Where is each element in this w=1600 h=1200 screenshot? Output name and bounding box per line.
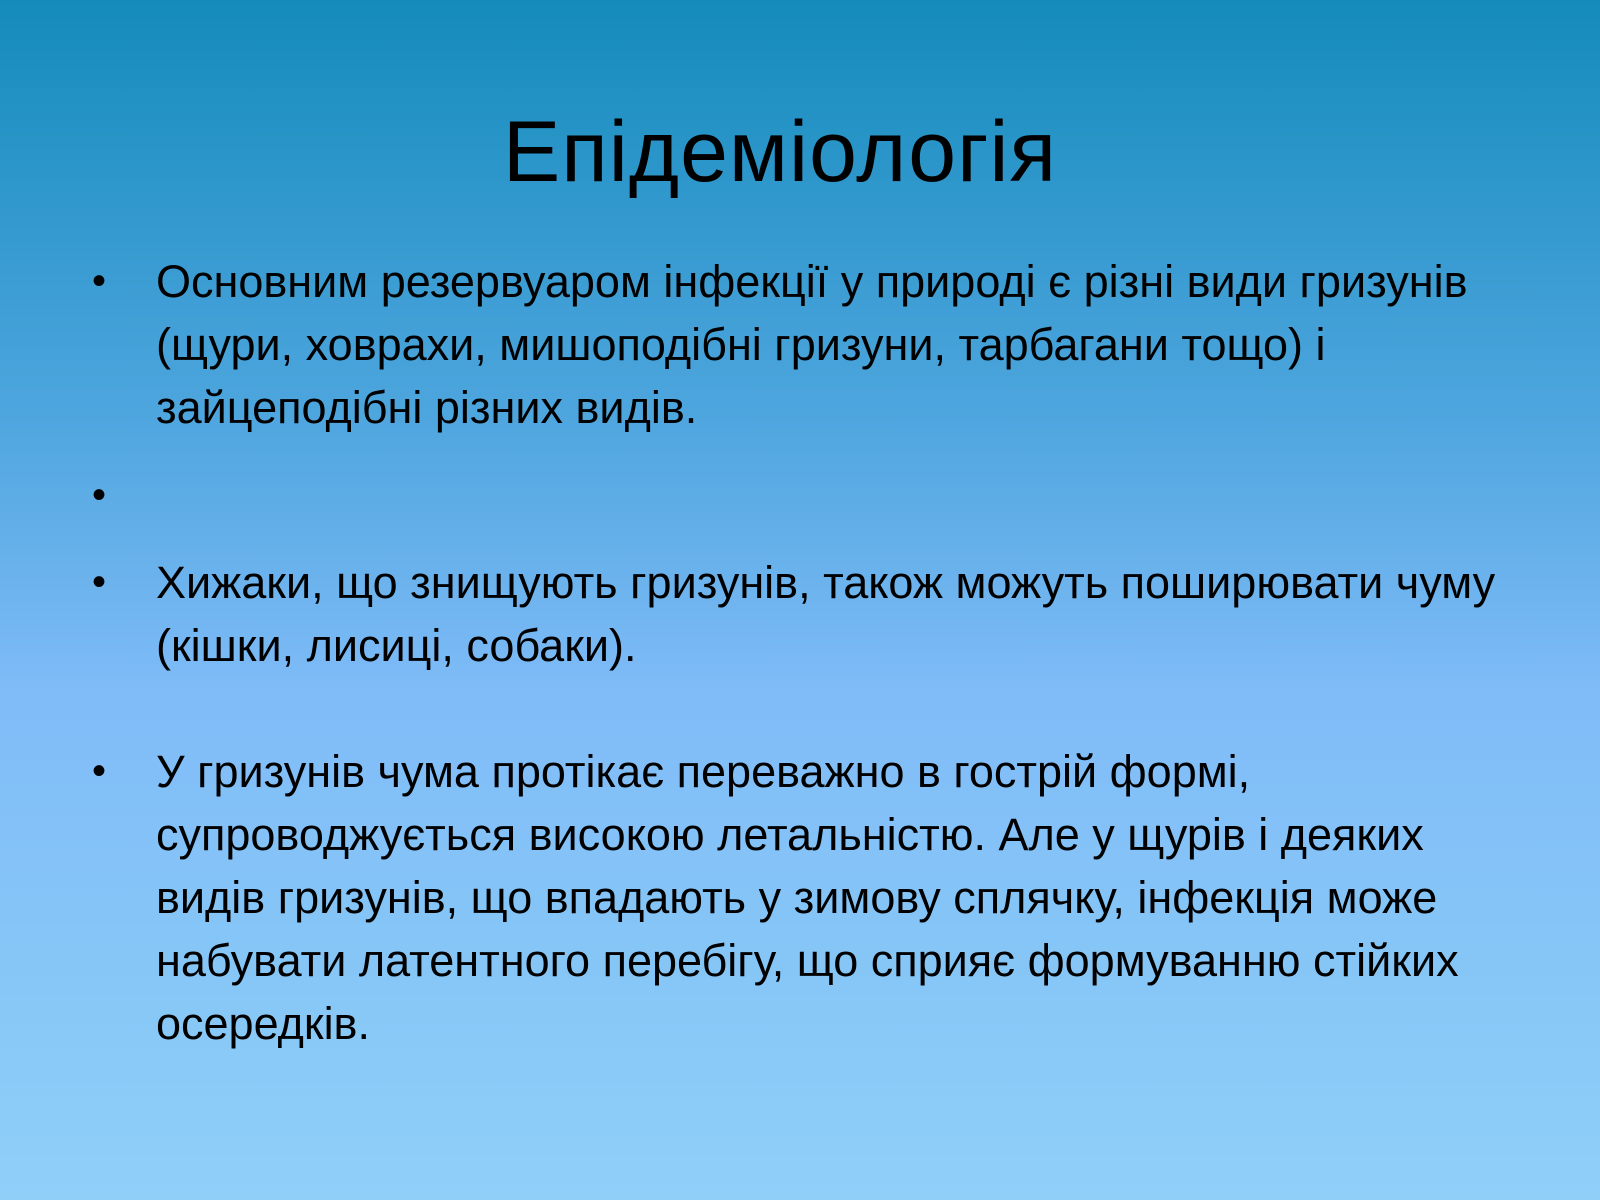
bullet-marker: •: [92, 473, 107, 517]
bullet-item: [92, 740, 1502, 1055]
bullet-marker: •: [92, 259, 107, 303]
bullet-text: У гризунів чума протікає переважно в гострій формі, супроводжується високою летальністю. Але у щурів і деяких видів гризунів, що впадають у зимову сплячку, інфекція може набувати латентного перебігу, що сприяє формуванню стійких осередків.: [156, 746, 1459, 1049]
bullet-item: [92, 551, 1502, 677]
bullet-item-empty: [92, 464, 1502, 527]
bullet-list: [92, 250, 1502, 1055]
bullet-text: Хижаки, що знищують гризунів, також можуть поширювати чуму (кішки, лисиці, собаки).: [156, 557, 1496, 671]
bullet-marker: •: [92, 560, 107, 604]
bullet-text: Основним резервуаром інфекції у природі є різні види гризунів (щури, ховрахи, мишоподібні гризуни, тарбагани тощо) і зайцеподібні різних видів.: [156, 256, 1468, 433]
bullet-marker: •: [92, 749, 107, 793]
bullet-item: [92, 250, 1502, 439]
slide-title: Епідеміологія: [502, 104, 1058, 200]
